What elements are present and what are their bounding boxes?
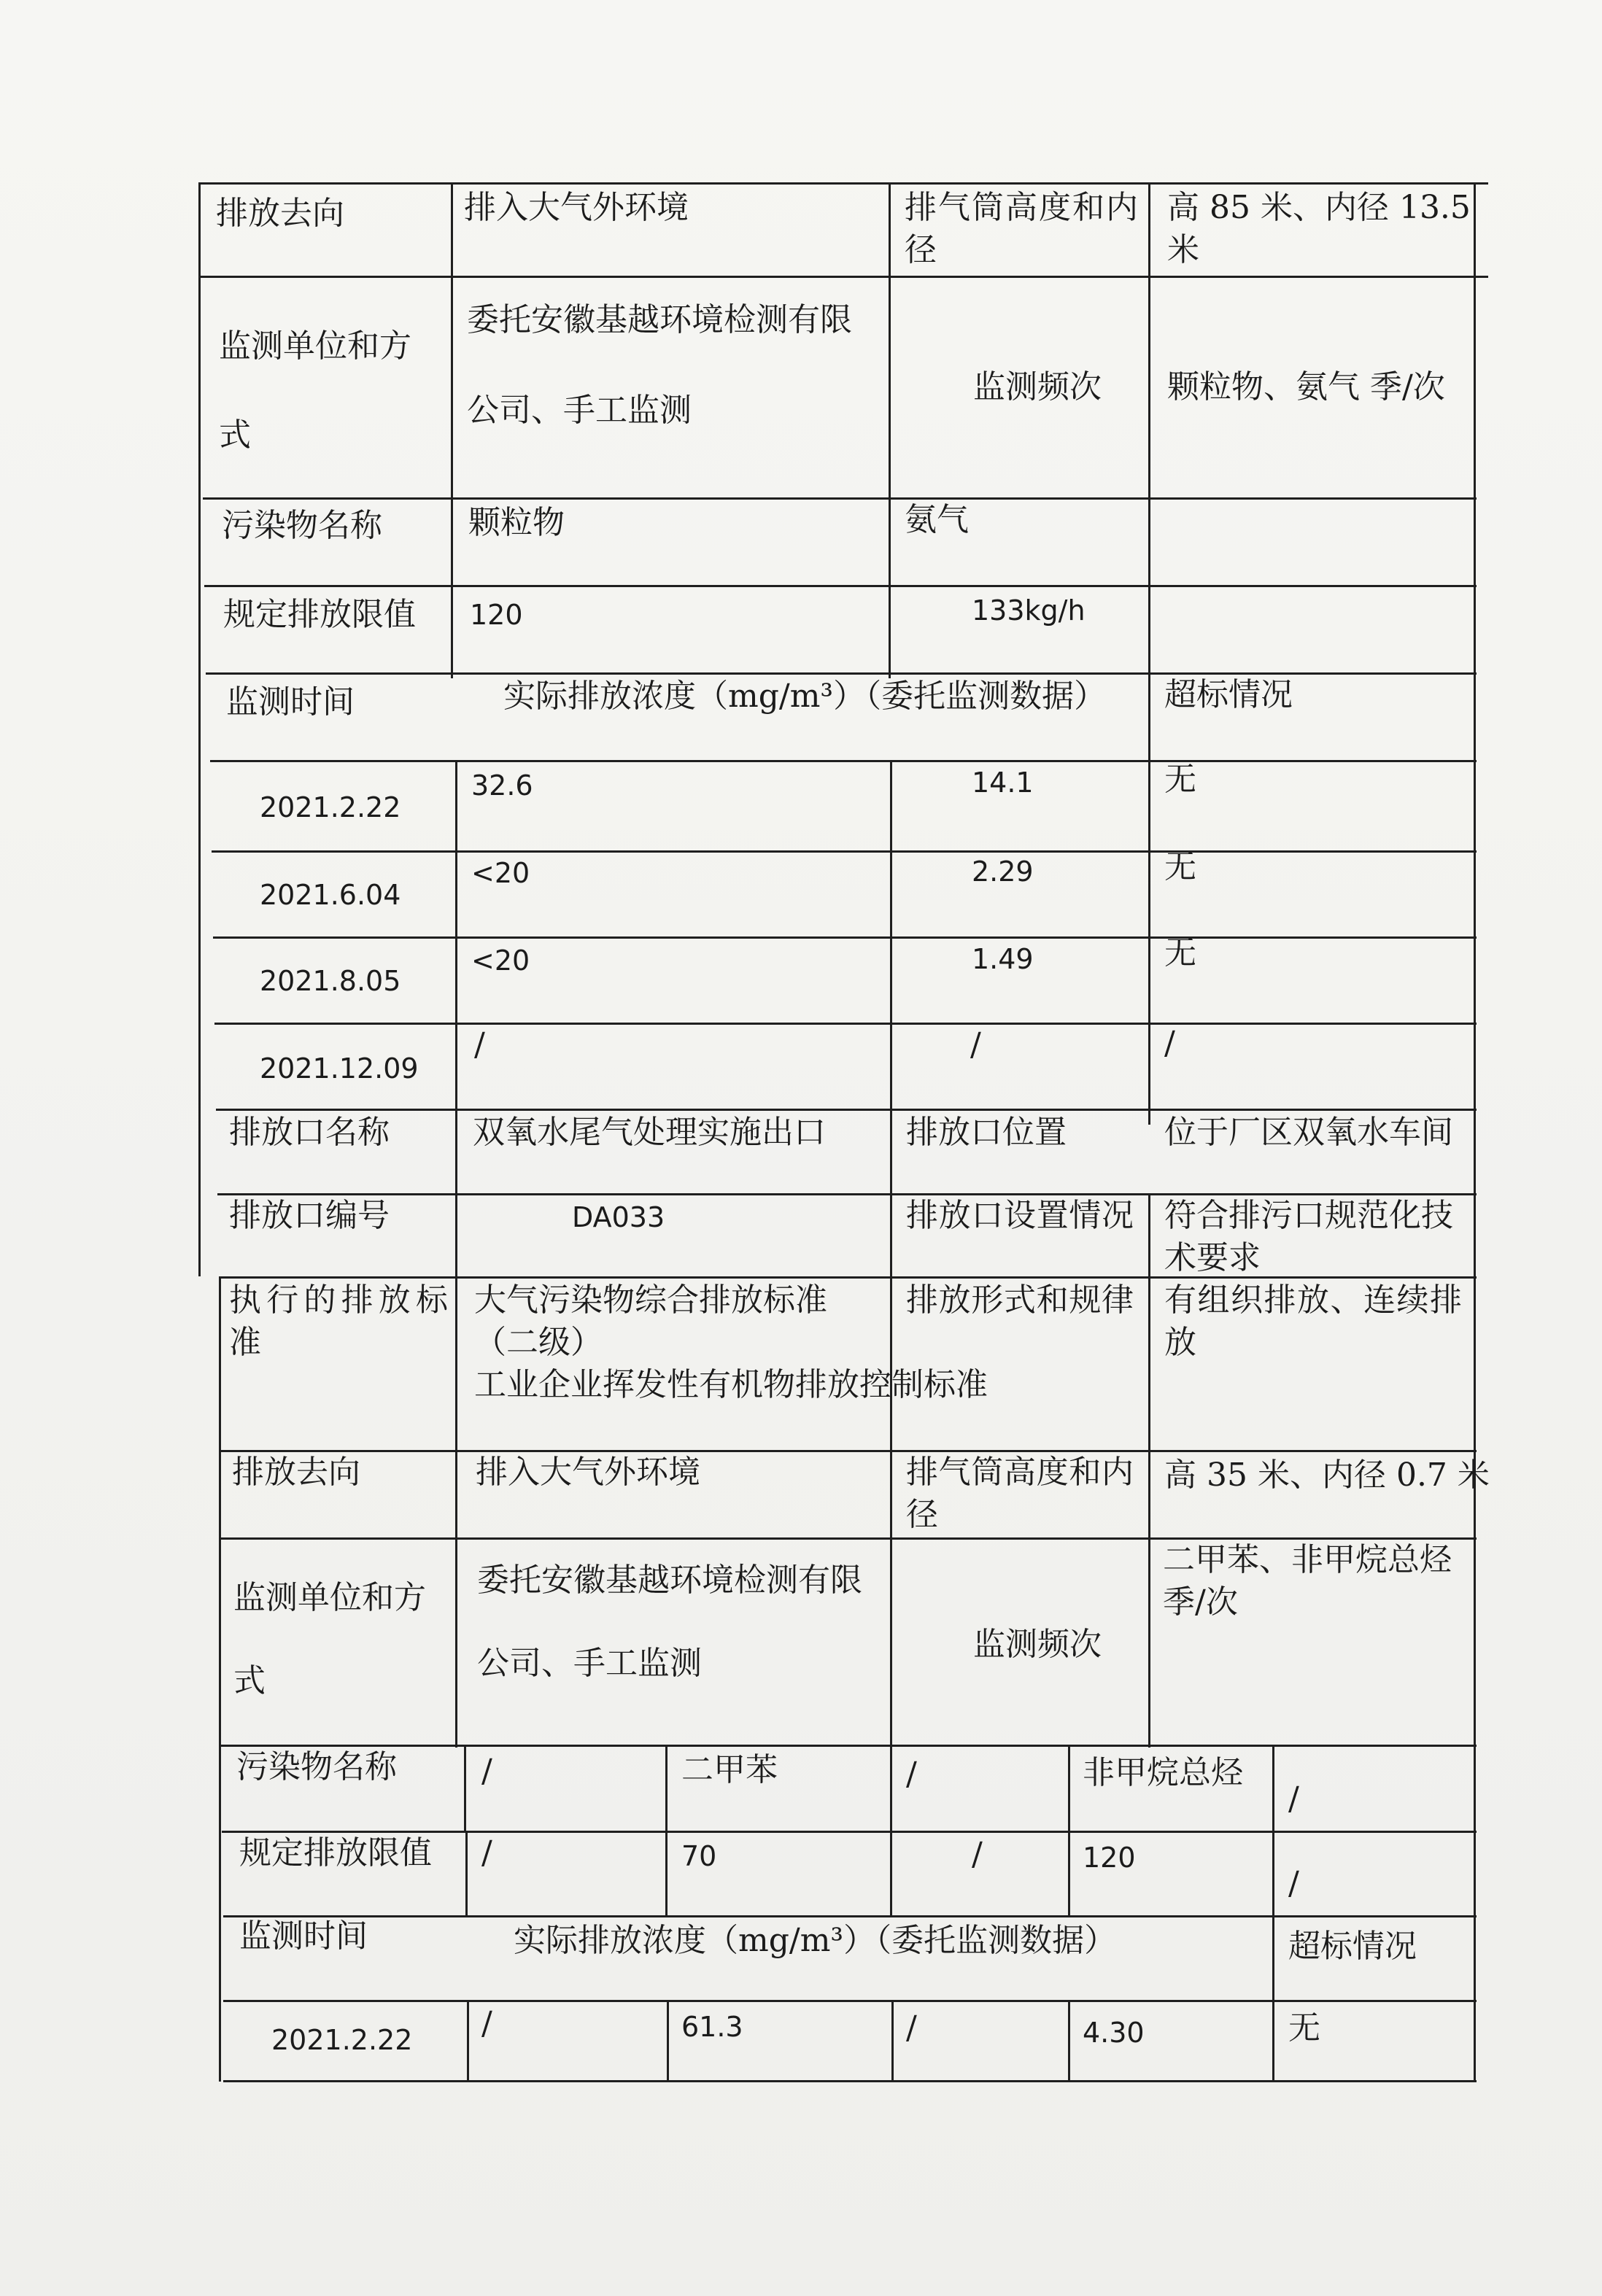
- exceedance-cell: 无: [1164, 848, 1196, 885]
- rule: [464, 1745, 466, 1831]
- label-discharge-direction-2: 排放去向: [232, 1454, 360, 1491]
- header-exceedance: 超标情况: [1164, 676, 1293, 713]
- label-monitoring-frequency-2: 监测频次: [973, 1626, 1102, 1663]
- date-cell: 2021.12.09: [260, 1052, 419, 1085]
- value-cell: <20: [471, 857, 530, 889]
- value-cell: 61.3: [681, 2011, 743, 2043]
- rule: [219, 1276, 221, 2082]
- label-monitoring-time-2: 监测时间: [239, 1917, 368, 1955]
- value-cell: <20: [471, 945, 530, 977]
- limit-cell: /: [1288, 1865, 1299, 1902]
- rule: [214, 1023, 1477, 1025]
- label-emission-limit: 规定排放限值: [223, 596, 416, 633]
- rule: [223, 1915, 1477, 1917]
- rule: [219, 1450, 1477, 1452]
- value-stack-height-2: 高 35 米、内径 0.7 米: [1164, 1457, 1490, 1494]
- rule: [220, 1745, 1477, 1747]
- exceedance-cell: 无: [1164, 934, 1196, 971]
- rule: [465, 1831, 468, 1917]
- value-monitoring-unit-2-line2: 公司、手工监测: [477, 1645, 702, 1682]
- value-discharge-direction: 排入大气外环境: [464, 189, 689, 226]
- value-outlet-location: 位于厂区双氧水车间: [1164, 1114, 1453, 1151]
- rule: [204, 585, 1477, 587]
- value-monitoring-frequency-2: 二甲苯、非甲烷总烃季/次: [1163, 1541, 1452, 1621]
- value-cell: 14.1: [972, 767, 1034, 799]
- value-outlet-code: DA033: [572, 1201, 665, 1233]
- rule: [891, 2000, 894, 2082]
- value-discharge-direction-2: 排入大气外环境: [476, 1454, 700, 1491]
- rule: [890, 1745, 892, 1915]
- label-monitoring-unit: 监测单位和方式: [219, 327, 411, 454]
- label-monitoring-frequency: 监测频次: [973, 368, 1102, 406]
- rule: [216, 1109, 1477, 1111]
- value-monitoring-frequency: 颗粒物、氨气 季/次: [1167, 368, 1445, 406]
- pollutant-cell: 二甲苯: [681, 1751, 778, 1788]
- rule: [451, 182, 453, 678]
- rule: [1272, 1745, 1274, 2082]
- value-cell: 1.49: [972, 943, 1034, 975]
- value-cell: 4.30: [1083, 2017, 1145, 2049]
- value-emission-standard-line1: 大气污染物综合排放标准: [474, 1281, 827, 1319]
- date-cell: 2021.2.22: [260, 791, 401, 823]
- rule: [223, 2000, 1477, 2002]
- limit-cell: 120: [1083, 1842, 1136, 1874]
- rule: [203, 497, 1477, 500]
- header-actual-concentration-2: 实际排放浓度（mg/m³）（委托监测数据）: [514, 1922, 1117, 1959]
- pollutant-cell: /: [481, 1753, 492, 1790]
- rule: [1148, 1193, 1150, 1748]
- pollutant-cell: /: [1288, 1780, 1299, 1818]
- rule: [210, 760, 1477, 762]
- header-exceedance-2: 超标情况: [1288, 1928, 1417, 1965]
- label-stack-height-2: 排气筒高度和内径: [906, 1454, 1134, 1533]
- pollutant-cell: /: [906, 1756, 917, 1793]
- limit-cell: 70: [681, 1840, 717, 1872]
- date-cell: 2021.8.05: [260, 965, 401, 997]
- value-emission-standard-line2: （二级）: [474, 1324, 603, 1361]
- label-outlet-code: 排放口编号: [229, 1197, 390, 1234]
- rule: [198, 182, 201, 1276]
- rule: [667, 2000, 669, 2082]
- value-cell: /: [481, 2005, 492, 2042]
- rule: [198, 182, 1488, 185]
- rule: [889, 182, 891, 678]
- rule: [213, 936, 1477, 939]
- value-cell: /: [906, 2009, 917, 2047]
- exceedance-cell: /: [1164, 1025, 1175, 1062]
- rule: [223, 2080, 1477, 2082]
- value-cell: 32.6: [471, 769, 533, 802]
- limit-cell: /: [481, 1834, 492, 1872]
- value-monitoring-unit-2-line1: 委托安徽基越环境检测有限: [477, 1562, 862, 1599]
- rule: [1474, 182, 1476, 2082]
- label-pollutant-name-2: 污染物名称: [236, 1748, 397, 1785]
- label-emission-limit-2: 规定排放限值: [239, 1834, 432, 1872]
- label-pollutant-name: 污染物名称: [222, 507, 382, 544]
- value-emission-pattern: 有组织排放、连续排放: [1164, 1281, 1462, 1361]
- value-outlet-setting: 符合排污口规范化技术要求: [1164, 1197, 1453, 1276]
- value-cell: /: [970, 1026, 981, 1063]
- value-limit-1: 120: [470, 599, 523, 631]
- date-cell: 2021.6.04: [260, 879, 401, 911]
- exceedance-cell: 无: [1288, 2009, 1320, 2047]
- value-outlet-name: 双氧水尾气处理实施出口: [473, 1114, 826, 1151]
- rule: [890, 760, 892, 1748]
- value-monitoring-unit-line2: 公司、手工监测: [467, 392, 692, 429]
- rule: [212, 850, 1477, 853]
- label-discharge-direction: 排放去向: [216, 195, 344, 232]
- rule: [1148, 182, 1150, 1125]
- value-monitoring-unit-line1: 委托安徽基越环境检测有限: [467, 301, 852, 338]
- rule: [200, 276, 1488, 278]
- label-outlet-name: 排放口名称: [229, 1114, 390, 1151]
- header-actual-concentration: 实际排放浓度（mg/m³）（委托监测数据）: [503, 678, 1107, 715]
- value-stack-height: 高 85 米、内径 13.5 米: [1167, 189, 1471, 268]
- label-emission-standard: 执行的排放标准: [229, 1281, 448, 1361]
- rule: [1068, 2000, 1070, 2082]
- rule: [455, 760, 457, 1748]
- value-pollutant-1: 颗粒物: [468, 504, 565, 541]
- pollutant-cell: 非甲烷总烃: [1083, 1754, 1243, 1791]
- label-outlet-location: 排放口位置: [906, 1114, 1067, 1151]
- label-stack-height: 排气筒高度和内径: [905, 189, 1138, 268]
- rule: [1068, 1745, 1070, 1915]
- rule: [467, 2000, 469, 2082]
- value-emission-standard-line3: 工业企业挥发性有机物排放控制标准: [474, 1366, 988, 1403]
- date-cell: 2021.2.22: [271, 2024, 413, 2056]
- label-outlet-setting: 排放口设置情况: [906, 1197, 1134, 1234]
- label-monitoring-time: 监测时间: [226, 683, 355, 721]
- value-cell: /: [474, 1026, 485, 1063]
- value-cell: 2.29: [972, 856, 1034, 888]
- value-limit-2: 133kg/h: [972, 594, 1086, 627]
- limit-cell: /: [972, 1836, 983, 1873]
- exceedance-cell: 无: [1164, 761, 1196, 798]
- rule: [665, 1745, 668, 1915]
- label-monitoring-unit-2: 监测单位和方式: [233, 1579, 426, 1699]
- value-pollutant-2: 氨气: [905, 501, 969, 538]
- label-emission-pattern: 排放形式和规律: [906, 1281, 1134, 1319]
